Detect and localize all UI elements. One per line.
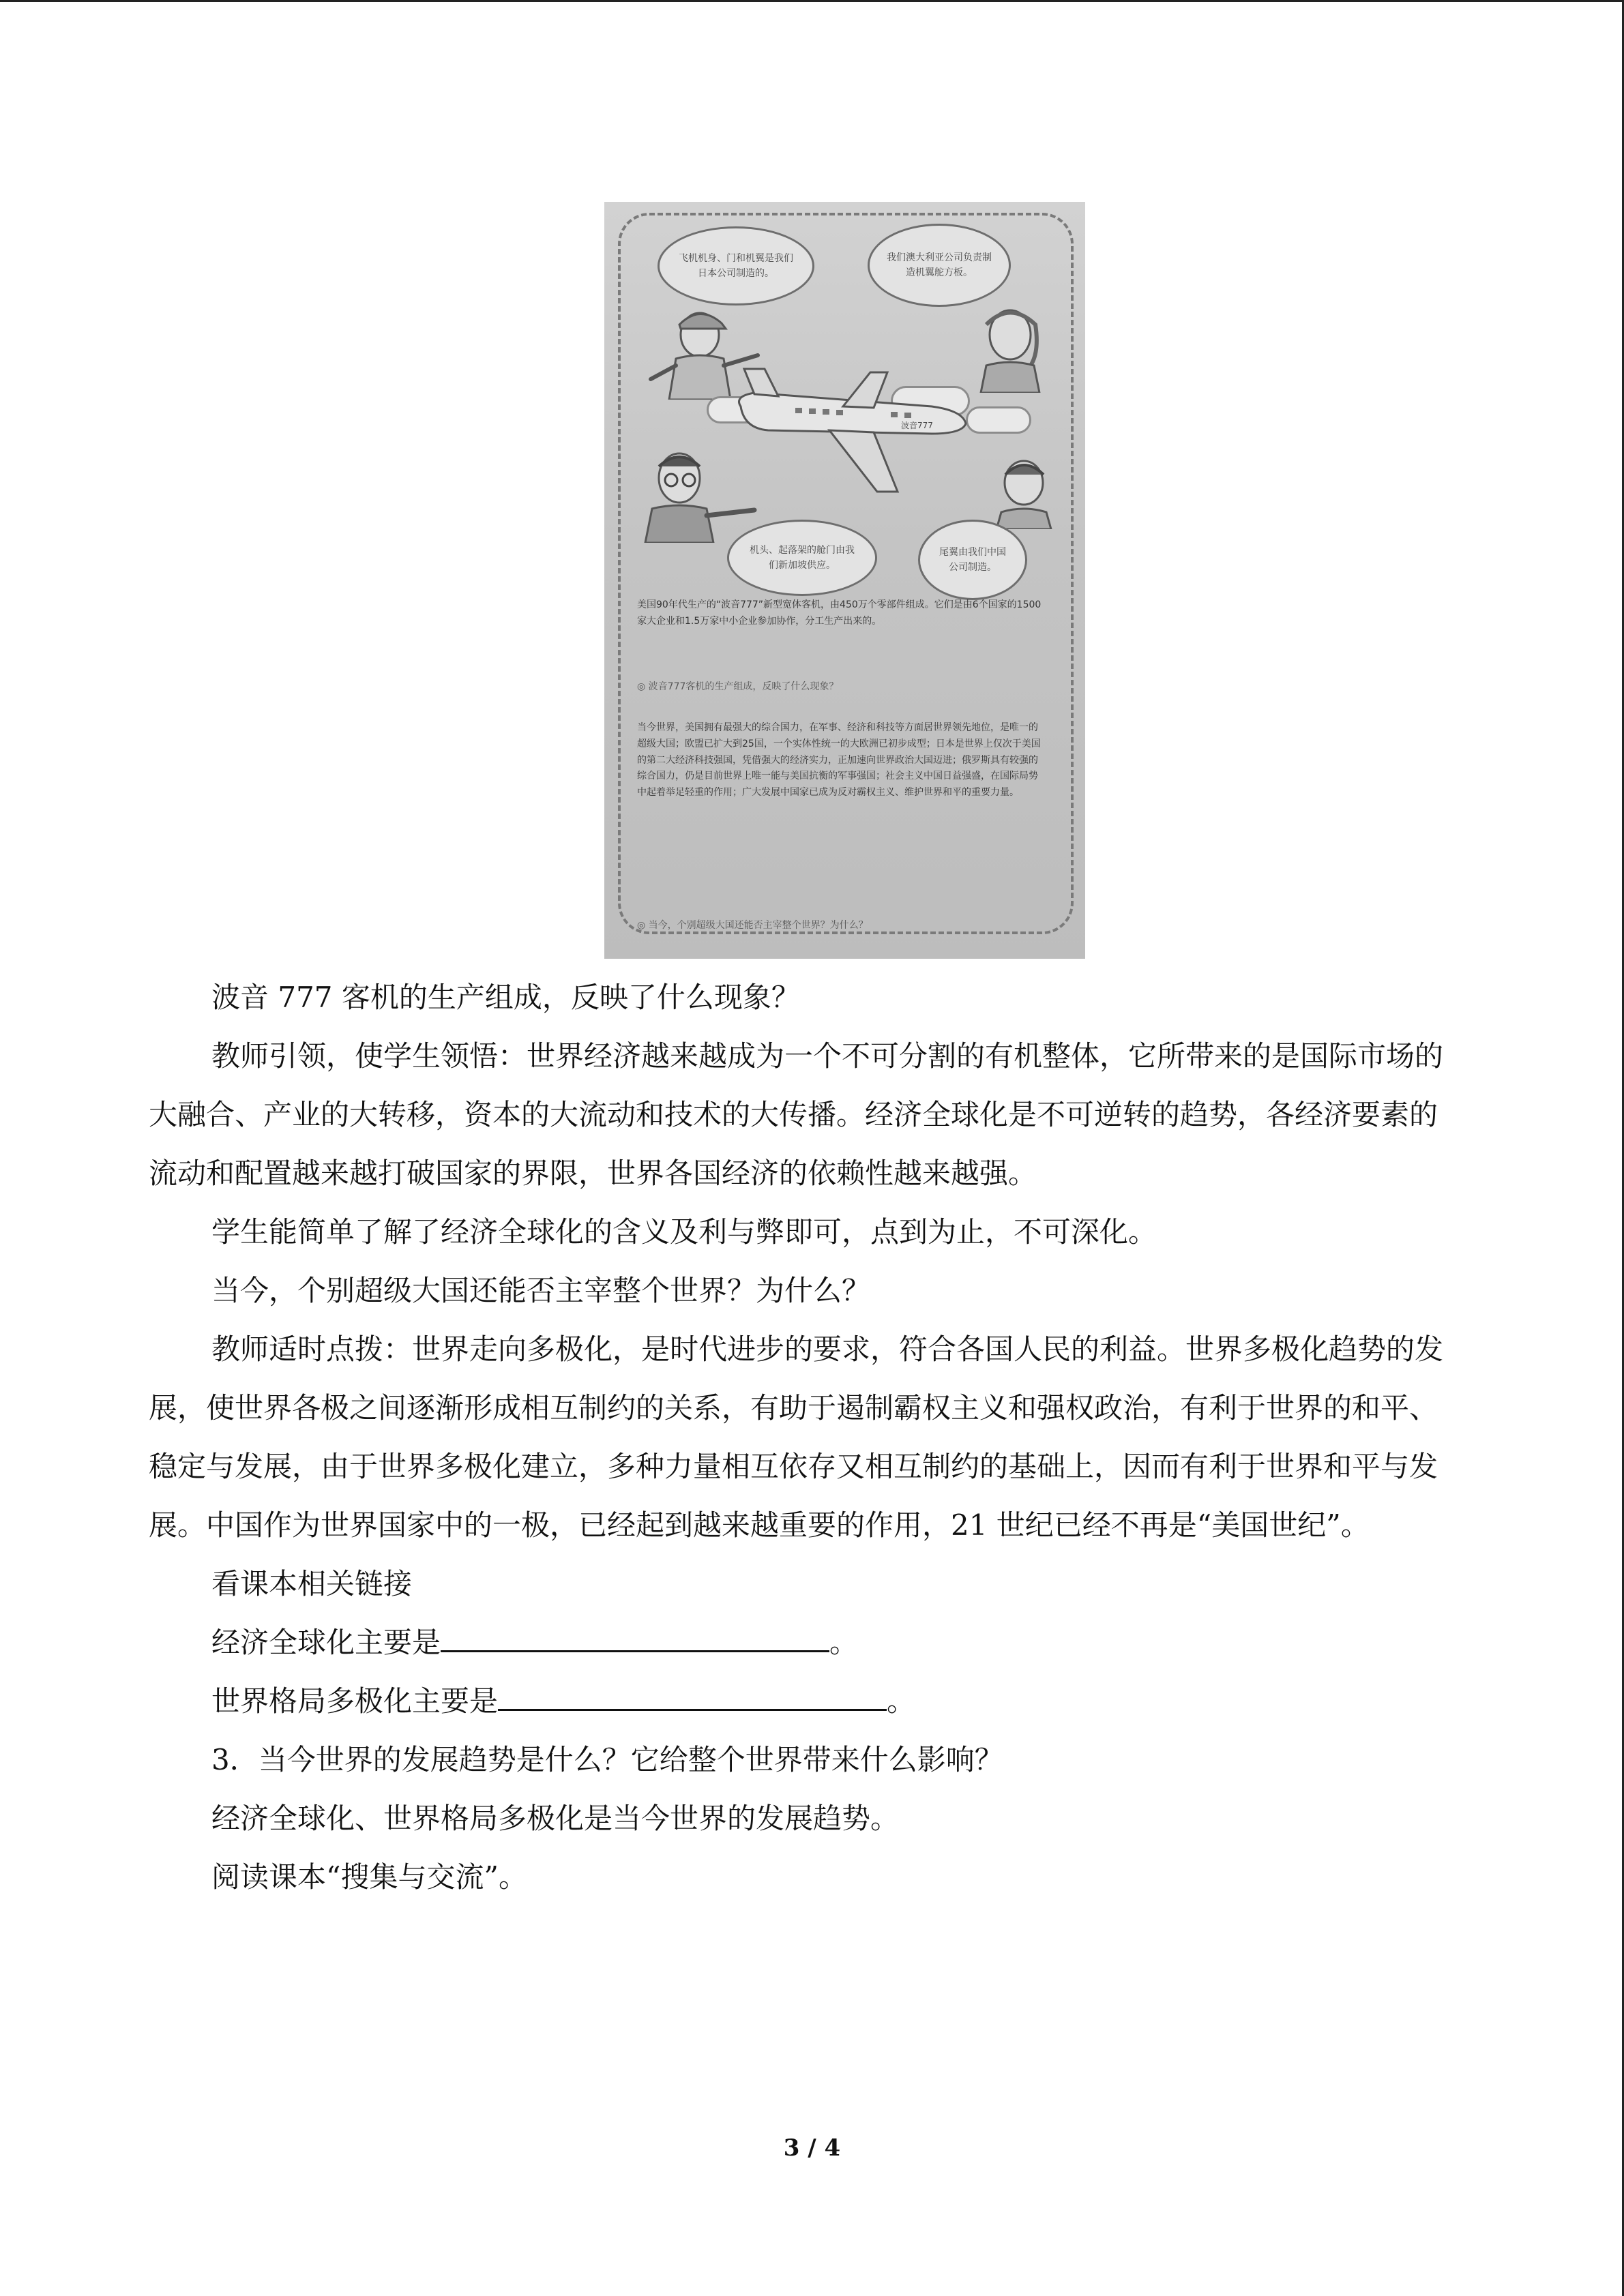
photo-caption-boeing: 美国90年代生产的“波音777”新型宽体客机，由450万个零部件组成。它们是由6个国家的1500家大企业和1.5万家中小企业参加协作，分工生产出来的。 bbox=[637, 599, 1042, 627]
speech-bubble-japan: 飞机机身、门和机翼是我们日本公司制造的。 bbox=[658, 226, 814, 305]
page-top-border bbox=[0, 0, 1624, 2]
paragraph: 看课本相关链接 bbox=[211, 1567, 413, 1600]
speech-bubble-china: 尾翼由我们中国公司制造。 bbox=[918, 520, 1027, 600]
speech-bubble-singapore: 机头、起落架的舱门由我们新加坡供应。 bbox=[727, 520, 877, 596]
paragraph: 教师适时点拨：世界走向多极化，是时代进步的要求，符合各国人民的利益。世界多极化趋势的发展，使世界各极之间逐渐形成相互制约的关系，有助于遏制霸权主义和强权政治，有利于世界的和平、稳定与发展，由于世界多极化建立，多种力量相互依存又相互制约的基础上，因而有利于世界和平与发展。中国作为世界国家中的一极，已经起到越来越重要的作用，21 世纪已经不再是“美国世纪”。 bbox=[149, 1332, 1444, 1542]
paragraph: 经济全球化、世界格局多极化是当今世界的发展趋势。 bbox=[211, 1802, 900, 1835]
cartoon-man-glasses-icon bbox=[632, 447, 768, 543]
plane-label: 波音777 bbox=[901, 421, 933, 430]
paragraph: 学生能简单了解了经济全球化的含义及利与弊即可，点到为止，不可深化。 bbox=[211, 1215, 1157, 1249]
photo-caption-world: 当今世界，美国拥有最强大的综合国力，在军事、经济和科技等方面居世界领先地位，是唯一的超级大国；欧盟已扩大到25国，一个实体性统一的大欧洲已初步成型；日本是世界上仅次于美国的第二大经济科技强国，凭借强大的经济实力，正加速向世界政治大国迈进；俄罗斯具有较强的综合国力，仍是目前世界上唯一能与美国抗衡的军事强国；社会主义中国日益强盛，在国际局势中起着举足轻重的作用；广大发展中国家已成为反对霸权主义、维护世界和平的重要力量。 bbox=[637, 722, 1041, 799]
paragraph: 3．当今世界的发展趋势是什么？它给整个世界带来什么影响？ bbox=[211, 1743, 1003, 1776]
fill-suffix: 。 bbox=[829, 1626, 859, 1659]
photo-question-2: ◎ 当今，个别超级大国还能否主宰整个世界？为什么？ bbox=[637, 920, 868, 931]
paragraph: 教师引领，使学生领悟：世界经济越来越成为一个不可分割的有机整体，它所带来的是国际市场的大融合、产业的大转移，资本的大流动和技术的大传播。经济全球化是不可逆转的趋势，各经济要素的流动和配置越来越打破国家的界限，世界各国经济的依赖性越来越强。 bbox=[149, 1039, 1444, 1190]
answer-blank[interactable] bbox=[498, 1684, 887, 1711]
fill-suffix: 。 bbox=[887, 1684, 916, 1718]
photo-question-1: ◎ 波音777客机的生产组成，反映了什么现象？ bbox=[637, 681, 839, 692]
paragraph: 阅读课本“搜集与交流”。 bbox=[211, 1860, 527, 1894]
body-text bbox=[149, 968, 1458, 1907]
fill-prefix: 经济全球化主要是 bbox=[211, 1626, 441, 1659]
page-number: 3 / 4 bbox=[783, 2134, 841, 2162]
answer-blank[interactable] bbox=[441, 1626, 829, 1652]
fill-in-multipolarity bbox=[149, 1672, 1458, 1731]
cartoon-boy-icon bbox=[986, 454, 1061, 529]
paragraph: 波音 777 客机的生产组成，反映了什么现象？ bbox=[211, 981, 800, 1014]
paragraph: 当今，个别超级大国还能否主宰整个世界？为什么？ bbox=[211, 1274, 871, 1307]
speech-bubble-australia: 我们澳大利亚公司负责制造机翼舵方板。 bbox=[868, 224, 1011, 307]
textbook-photo bbox=[604, 202, 1085, 959]
fill-prefix: 世界格局多极化主要是 bbox=[211, 1684, 499, 1718]
fill-in-economic-globalization bbox=[149, 1613, 1458, 1672]
